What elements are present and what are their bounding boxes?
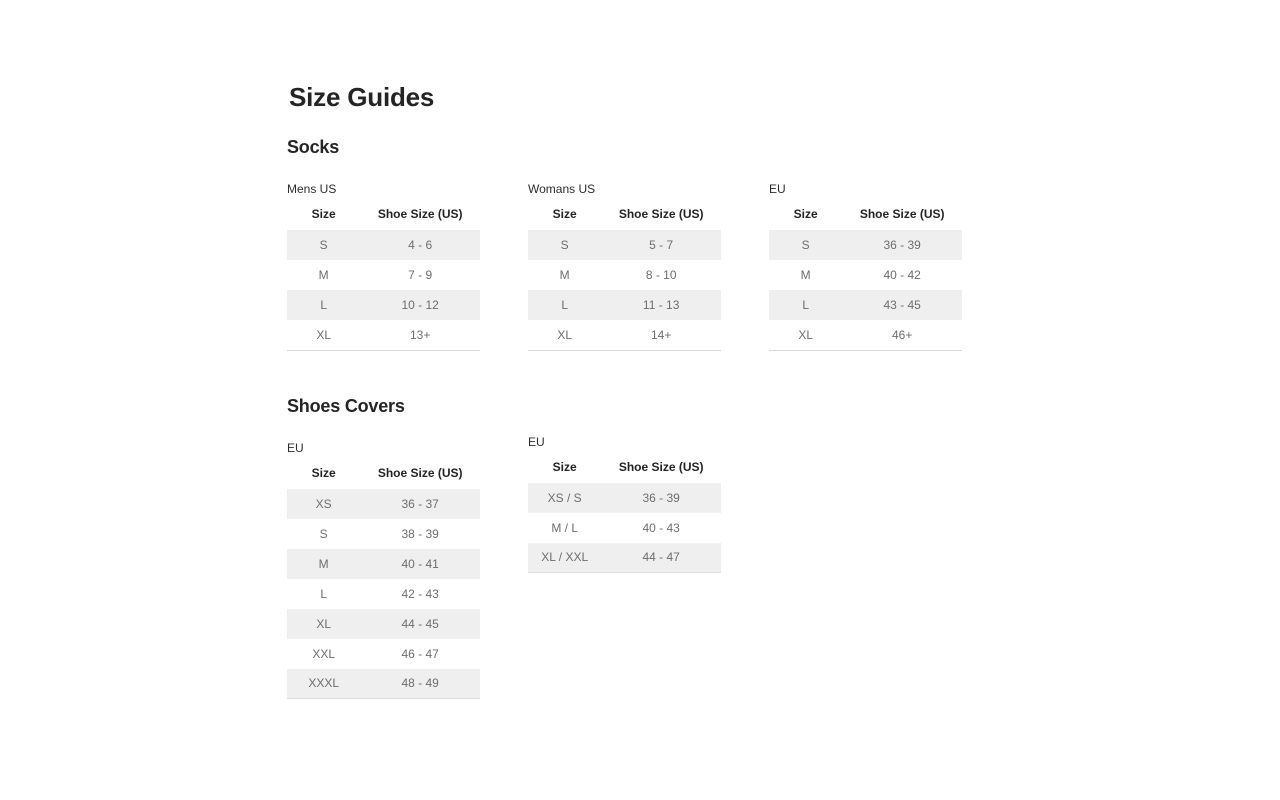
size-table-header [287,208,480,230]
shoe-size-cell: 44 - 47 [601,543,721,573]
table-row [769,290,962,320]
size-table-header [769,208,962,230]
table-row [528,483,721,513]
region-label: EU [528,434,545,449]
table-row [287,549,480,579]
table-row [287,489,480,519]
header-row [769,208,962,230]
table-row [528,260,721,290]
table-row [287,579,480,609]
size-table-header [528,461,721,483]
size-cell: XL [287,320,360,350]
size-cell: XL [528,320,601,350]
table-row [528,290,721,320]
table-row [287,230,480,260]
shoe-size-cell: 36 - 37 [360,489,480,519]
col-header-shoe-size: Shoe Size (US) [601,208,721,230]
size-table-block [528,183,721,351]
size-cell: L [769,290,842,320]
shoe-size-cell: 7 - 9 [360,260,480,290]
size-cell: L [287,290,360,320]
shoe-size-cell: 43 - 45 [842,290,962,320]
size-cell: M [528,260,601,290]
shoe-size-cell: 36 - 39 [601,483,721,513]
table-row [528,513,721,543]
tables-row [287,434,987,700]
table-row [287,669,480,699]
table-row [287,290,480,320]
table-row [769,320,962,350]
table-row [287,320,480,350]
col-header-shoe-size: Shoe Size (US) [360,208,480,230]
region-label: Womans US [528,182,596,196]
size-table-body [528,230,721,350]
section-heading: Shoes Covers [287,395,405,416]
shoe-size-cell: 42 - 43 [360,579,480,609]
col-header-shoe-size: Shoe Size (US) [360,467,480,489]
size-table-body [528,483,721,573]
size-cell: S [287,230,360,260]
size-guide-section [287,397,987,700]
shoe-size-cell: 40 - 43 [601,513,721,543]
size-cell: L [287,579,360,609]
size-table [287,467,480,700]
size-table-block [769,183,962,351]
size-table-header [528,208,721,230]
size-guide-section [287,138,987,351]
shoe-size-cell: 14+ [601,320,721,350]
table-row [287,260,480,290]
shoe-size-cell: 40 - 41 [360,549,480,579]
region-label: EU [769,182,786,196]
shoe-size-cell: 13+ [360,320,480,350]
col-header-shoe-size: Shoe Size (US) [842,208,962,230]
size-table [528,208,721,351]
col-header-size: Size [287,467,360,489]
header-row [287,467,480,489]
size-table-block [287,442,480,700]
page-title: Size Guides [289,82,435,112]
shoe-size-cell: 10 - 12 [360,290,480,320]
size-cell: M [769,260,842,290]
size-cell: XXL [287,639,360,669]
tables-row [287,183,987,351]
col-header-size: Size [287,208,360,230]
sections-container [287,138,987,699]
size-cell: XL / XXL [528,543,601,573]
size-table [528,461,721,574]
shoe-size-cell: 44 - 45 [360,609,480,639]
header-row [528,461,721,483]
col-header-shoe-size: Shoe Size (US) [601,461,721,483]
table-row [528,543,721,573]
col-header-size: Size [528,461,601,483]
size-cell: XS [287,489,360,519]
size-table [769,208,962,351]
size-cell: XL [287,609,360,639]
shoe-size-cell: 8 - 10 [601,260,721,290]
size-table-block [528,436,721,574]
size-cell: S [528,230,601,260]
size-cell: XXXL [287,669,360,699]
table-row [287,609,480,639]
size-table-body [769,230,962,350]
shoe-size-cell: 36 - 39 [842,230,962,260]
shoe-size-cell: 48 - 49 [360,669,480,699]
header-row [287,208,480,230]
size-cell: M / L [528,513,601,543]
table-row [769,230,962,260]
table-row [528,320,721,350]
size-cell: XS / S [528,483,601,513]
shoe-size-cell: 40 - 42 [842,260,962,290]
size-cell: S [769,230,842,260]
shoe-size-cell: 5 - 7 [601,230,721,260]
table-row [528,230,721,260]
shoe-size-cell: 38 - 39 [360,519,480,549]
size-table [287,208,480,351]
table-row [287,519,480,549]
region-label: EU [287,440,304,455]
shoe-size-cell: 46 - 47 [360,639,480,669]
section-heading: Socks [287,137,340,157]
size-cell: M [287,260,360,290]
size-table-block [287,183,480,351]
size-cell: M [287,549,360,579]
size-cell: L [528,290,601,320]
col-header-size: Size [769,208,842,230]
size-cell: S [287,519,360,549]
size-table-header [287,467,480,489]
shoe-size-cell: 46+ [842,320,962,350]
shoe-size-cell: 11 - 13 [601,290,721,320]
region-label: Mens US [287,182,337,196]
table-row [287,639,480,669]
size-table-body [287,489,480,699]
size-guides-page [287,84,987,745]
size-cell: XL [769,320,842,350]
table-row [769,260,962,290]
shoe-size-cell: 4 - 6 [360,230,480,260]
size-table-body [287,230,480,350]
header-row [528,208,721,230]
col-header-size: Size [528,208,601,230]
